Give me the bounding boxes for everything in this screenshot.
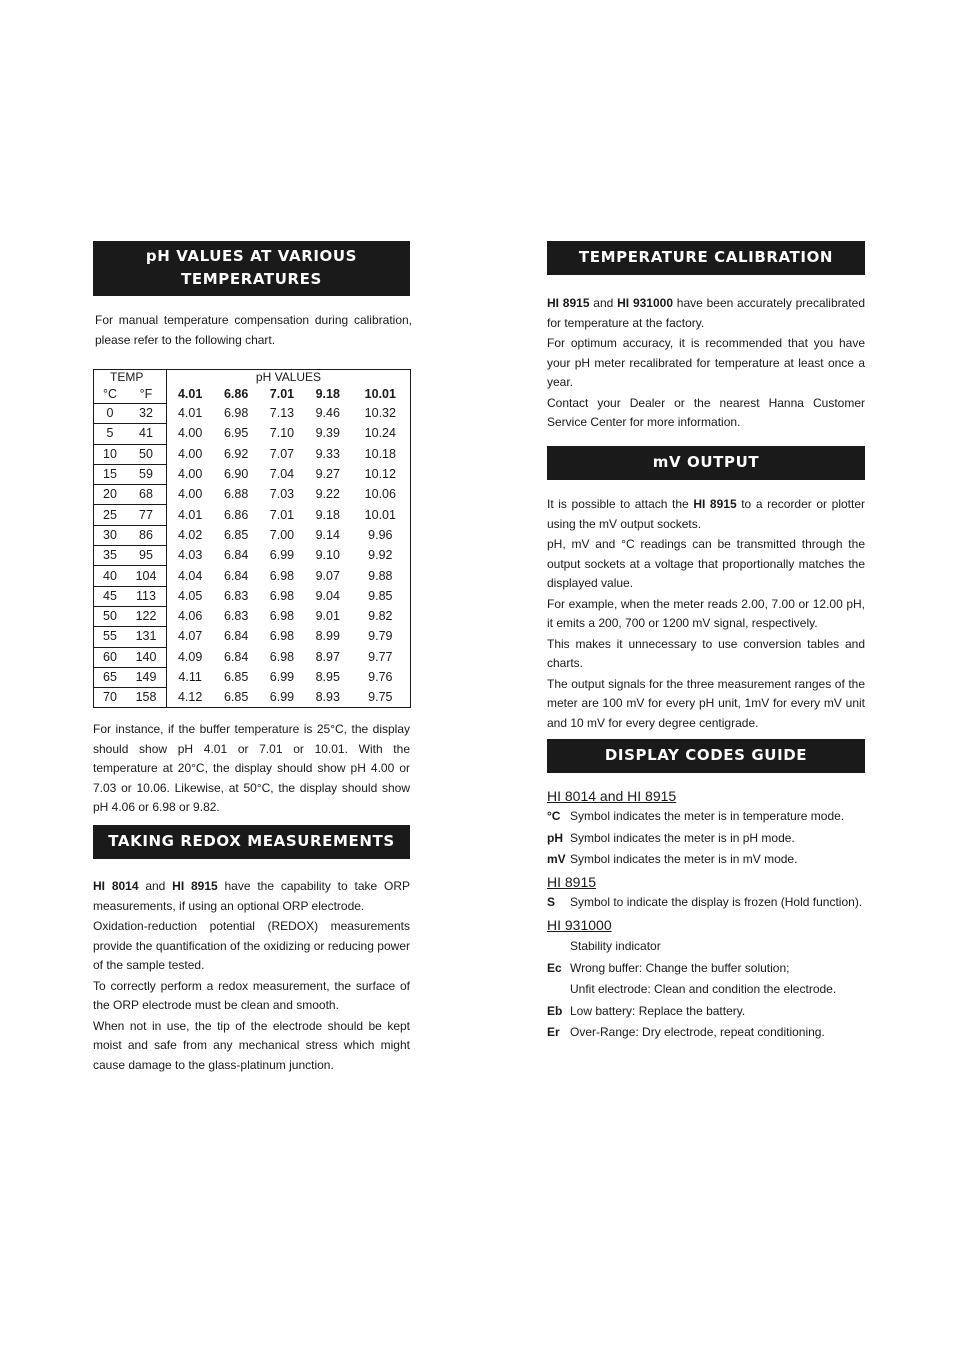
ph-value-cell: 4.01 (177, 406, 203, 421)
code-row (547, 958, 865, 980)
table-row (94, 464, 411, 484)
buffer-header: 10.01 (364, 386, 396, 401)
code-row (547, 1001, 865, 1023)
celsius-cell: 10 (94, 444, 127, 464)
ph-value-cell: 10.12 (364, 467, 396, 482)
ph-values-heading-line1: pH VALUES AT VARIOUS (145, 247, 358, 265)
ph-value-cell: 9.27 (315, 467, 340, 482)
calibration-paragraph: For optimum accuracy, it is recommended that you have your pH meter recalibrated for temperature at least once a year. (547, 336, 865, 389)
redox-heading (93, 825, 410, 859)
ph-value-cell: 7.00 (269, 527, 295, 542)
code-description: Symbol to indicate the display is frozen (Hold function). (570, 894, 863, 909)
ph-value-cell: 9.88 (368, 568, 393, 583)
ph-value-cell: 6.98 (269, 629, 295, 644)
redox-heading-text: TAKING REDOX MEASUREMENTS (108, 832, 395, 850)
ph-value-cell: 4.12 (177, 690, 203, 705)
code-description: Over-Range: Dry electrode, repeat conditioning. (570, 1025, 825, 1039)
table-row (94, 485, 411, 505)
ph-value-cell: 6.86 (223, 507, 249, 522)
ph-value-cell: 10.01 (364, 507, 396, 522)
table-row (94, 606, 411, 626)
ph-value-cell: 9.75 (368, 690, 393, 705)
fahrenheit-cell: 104 (126, 566, 167, 586)
table-row (94, 525, 411, 545)
ph-value-cell: 9.46 (315, 406, 340, 421)
ph-value-cell: 10.06 (364, 487, 396, 502)
celsius-cell: 5 (94, 424, 127, 444)
model-name: HI 8915 (172, 879, 218, 893)
calibration-paragraph: Contact your Dealer or the nearest Hanna Customer Service Center for more information. (547, 395, 865, 429)
code-symbol: Er (547, 1025, 560, 1039)
ph-value-cell: 7.01 (269, 507, 295, 522)
code-symbol: Eb (547, 1003, 563, 1018)
mv-paragraph (547, 495, 865, 534)
ph-value-cell: 9.77 (368, 649, 393, 664)
code-symbol: pH (547, 830, 563, 845)
celsius-cell: 40 (94, 566, 127, 586)
code-group-title: HI 931000 (547, 917, 612, 933)
celsius-cell: 60 (94, 647, 127, 667)
redox-paragraph-text: have the capability to take ORP measurements, if using an optional ORP electrode. (93, 879, 410, 913)
ph-value-cell: 4.03 (177, 548, 203, 563)
ph-example-text: For instance, if the buffer temperature is 25°C, the display should show pH 4.01 or 7.01 or 10.01. With the temperature at 20°C, the display should show pH 4.00 or 7.03 or 10.06. Likewise, at 50°C, the display should show pH 4.06 or 6.98 or 9.82. (93, 722, 410, 814)
redox-paragraph: Oxidation-reduction potential (REDOX) measurements provide the quantification of the oxidizing or reducing power of the sample tested. (93, 919, 410, 972)
celsius-cell: 55 (94, 627, 127, 647)
temperature-calibration-heading (547, 241, 865, 275)
ph-value-cell: 4.00 (177, 426, 203, 441)
table-row (94, 566, 411, 586)
fahrenheit-cell: 113 (126, 586, 167, 606)
table-row (94, 586, 411, 606)
celsius-cell: 45 (94, 586, 127, 606)
table-row (94, 424, 411, 444)
code-row (547, 849, 865, 871)
ph-value-cell: 9.39 (315, 426, 340, 441)
calibration-paragraph (547, 294, 865, 333)
code-row (547, 828, 865, 850)
calibration-paragraph-text: have been accurately precalibrated for temperature at the factory. (547, 296, 865, 330)
ph-value-cell: 6.90 (223, 467, 249, 482)
mv-output-body (547, 495, 865, 733)
ph-value-cell: 9.92 (368, 548, 393, 563)
fahrenheit-cell: 59 (126, 464, 167, 484)
buffer-header: 6.86 (223, 386, 249, 401)
celsius-cell: 70 (94, 688, 127, 708)
ph-value-cell: 6.84 (223, 548, 249, 563)
celsius-cell: 65 (94, 667, 127, 687)
ph-value-cell: 6.84 (223, 629, 249, 644)
mv-output-heading-text: mV OUTPUT (652, 453, 760, 471)
temperature-calibration-heading-text: TEMPERATURE CALIBRATION (578, 248, 834, 266)
ph-value-cell: 6.84 (223, 568, 249, 583)
redox-paragraph: When not in use, the tip of the electrode should be kept moist and safe from any mechanical stress which might cause damage to the glass-platinum junction. (93, 1018, 410, 1072)
ph-temperature-table (93, 369, 411, 708)
buffer-header: 9.18 (315, 386, 340, 401)
model-name: HI 8915 (547, 296, 590, 310)
fahrenheit-cell: 140 (126, 647, 167, 667)
ph-value-cell: 8.99 (315, 629, 340, 644)
celsius-cell: 25 (94, 505, 127, 525)
ph-value-cell: 8.93 (315, 690, 340, 705)
model-name: HI 8014 (93, 879, 139, 893)
ph-value-cell: 6.98 (223, 406, 249, 421)
ph-value-cell: 9.14 (315, 527, 340, 542)
ph-value-cell: 6.92 (223, 446, 249, 461)
redox-body (93, 877, 410, 1075)
code-symbol: mV (547, 852, 566, 866)
code-description: Symbol indicates the meter is in temperature mode. (570, 809, 845, 823)
fahrenheit-cell: 32 (126, 404, 167, 424)
table-row (94, 404, 411, 424)
fahrenheit-cell: 50 (126, 444, 167, 464)
table-row (94, 627, 411, 647)
ph-value-cell: 6.99 (269, 690, 295, 705)
ph-value-cell: 9.79 (368, 629, 393, 644)
ph-value-cell: 9.96 (368, 527, 393, 542)
ph-value-cell: 9.01 (315, 609, 340, 624)
ph-value-cell: 9.85 (368, 588, 393, 603)
connector-text: and (589, 296, 618, 310)
code-symbol (547, 979, 570, 1001)
code-group-title: HI 8915 (547, 873, 597, 890)
ph-value-cell: 6.98 (269, 609, 295, 624)
table-header-row (94, 370, 411, 386)
ph-value-cell: 7.10 (269, 426, 295, 441)
temp-header: TEMP (94, 370, 167, 386)
display-codes-body (547, 788, 865, 1044)
ph-value-cell: 9.33 (315, 446, 340, 461)
ph-intro-text: For manual temperature compensation during calibration, please refer to the following chart. (95, 313, 412, 347)
ph-value-cell: 8.97 (315, 649, 340, 664)
fahrenheit-cell: 77 (126, 505, 167, 525)
code-row (547, 806, 865, 828)
mv-paragraph: The output signals for the three measurement ranges of the meter are 100 mV for every pH unit, 1mV for every mV unit and 10 mV for every degree centigrade. (547, 676, 865, 730)
ph-value-cell: 9.76 (368, 670, 393, 684)
code-symbol: S (547, 894, 556, 909)
ph-value-cell: 6.85 (223, 690, 249, 705)
celsius-cell: 15 (94, 464, 127, 484)
ph-value-cell: 9.82 (368, 609, 393, 624)
fahrenheit-cell: 131 (126, 627, 167, 647)
code-description: Stability indicator (570, 939, 661, 953)
ph-values-heading (93, 241, 410, 296)
mv-output-heading (547, 446, 865, 480)
ph-value-cell: 4.04 (177, 568, 203, 583)
ph-value-cell: 9.18 (315, 507, 340, 522)
code-list (547, 892, 865, 914)
redox-paragraph (93, 877, 410, 916)
ph-value-cell: 6.99 (269, 670, 295, 684)
display-codes-heading-text: DISPLAY CODES GUIDE (604, 746, 808, 764)
code-description: Symbol indicates the meter is in mV mode. (570, 852, 798, 866)
display-codes-heading (547, 739, 865, 773)
redox-paragraph: To correctly perform a redox measurement, the surface of the ORP electrode must be clean and smooth. (93, 978, 410, 1012)
code-description: Low battery: Replace the battery. (570, 1003, 746, 1018)
table-row (94, 546, 411, 566)
ph-value-cell: 10.32 (364, 406, 396, 421)
temperature-calibration-body (547, 294, 865, 433)
ph-value-cell: 6.95 (223, 426, 249, 441)
ph-value-cell: 4.06 (177, 609, 203, 624)
fahrenheit-cell: 68 (126, 485, 167, 505)
table-subheader-row (94, 385, 411, 404)
ph-value-cell: 4.09 (177, 649, 203, 664)
fahrenheit-cell: 95 (126, 546, 167, 566)
ph-value-cell: 9.10 (315, 548, 340, 563)
buffer-header: 4.01 (177, 386, 203, 401)
fahrenheit-header: °F (126, 385, 167, 404)
ph-value-cell: 6.83 (223, 588, 249, 603)
ph-values-heading-line2: TEMPERATURES (181, 270, 322, 288)
ph-value-cell: 4.02 (177, 527, 203, 542)
ph-value-cell: 8.95 (315, 670, 340, 684)
celsius-cell: 0 (94, 404, 127, 424)
code-symbol (547, 936, 570, 958)
code-row (547, 892, 865, 914)
model-name: HI 8915 (693, 497, 737, 511)
buffer-header: 7.01 (269, 386, 295, 401)
mv-paragraph: This makes it unnecessary to use conversion tables and charts. (547, 636, 865, 670)
code-description: Wrong buffer: Change the buffer solution; (570, 960, 790, 975)
code-symbol: Ec (547, 960, 562, 975)
fahrenheit-cell: 158 (126, 688, 167, 708)
ph-value-cell: 6.98 (269, 568, 295, 583)
connector-text: and (138, 879, 173, 893)
code-row (547, 936, 865, 958)
code-symbol: °C (547, 809, 561, 823)
code-row (547, 1022, 865, 1044)
table-row (94, 647, 411, 667)
ph-value-cell: 9.07 (315, 568, 340, 583)
ph-value-cell: 4.00 (177, 467, 203, 482)
table-row (94, 444, 411, 464)
ph-value-cell: 4.00 (177, 446, 203, 461)
model-name: HI 931000 (617, 296, 673, 310)
ph-value-cell: 7.07 (269, 446, 295, 461)
fahrenheit-cell: 149 (126, 667, 167, 687)
code-description: Unfit electrode: Clean and condition the electrode. (570, 982, 837, 996)
ph-value-cell: 4.01 (177, 507, 203, 522)
ph-value-cell: 10.24 (364, 426, 396, 441)
fahrenheit-cell: 122 (126, 606, 167, 626)
ph-value-cell: 6.83 (223, 609, 249, 624)
celsius-cell: 20 (94, 485, 127, 505)
ph-value-cell: 4.11 (178, 670, 202, 684)
mv-paragraph-text: to a recorder or plotter using the mV output sockets. (547, 497, 865, 531)
celsius-header: °C (102, 386, 118, 401)
code-list (547, 806, 865, 871)
fahrenheit-cell: 86 (126, 525, 167, 545)
ph-value-cell: 6.98 (269, 588, 295, 603)
ph-value-cell: 10.18 (364, 446, 396, 461)
celsius-cell: 30 (94, 525, 127, 545)
ph-value-cell: 4.05 (177, 588, 203, 603)
ph-value-cell: 6.99 (269, 548, 295, 563)
ph-value-cell: 6.84 (223, 649, 249, 664)
ph-value-cell: 6.88 (223, 487, 249, 502)
ph-value-cell: 7.04 (269, 467, 295, 482)
ph-value-cell: 9.04 (315, 588, 340, 603)
code-group-title: HI 8014 and HI 8915 (547, 788, 677, 804)
ph-value-cell: 6.85 (223, 670, 249, 684)
celsius-cell: 35 (94, 546, 127, 566)
ph-value-cell: 4.00 (177, 487, 203, 502)
code-description: Symbol indicates the meter is in pH mode. (570, 830, 795, 845)
code-row (547, 979, 865, 1001)
fahrenheit-cell: 41 (126, 424, 167, 444)
ph-value-cell: 6.98 (269, 649, 295, 664)
mv-paragraph-text: It is possible to attach the (547, 497, 694, 511)
table-row (94, 667, 411, 687)
table-row (94, 505, 411, 525)
ph-value-cell: 7.03 (269, 487, 295, 502)
ph-value-cell: 6.85 (223, 527, 249, 542)
ph-value-cell: 7.13 (269, 406, 295, 421)
mv-paragraph: pH, mV and °C readings can be transmitted through the output sockets at a voltage that proportionally matches the displayed value. (547, 537, 865, 590)
ph-value-cell: 4.07 (177, 629, 203, 644)
code-list (547, 936, 865, 1044)
celsius-cell: 50 (94, 606, 127, 626)
ph-values-header: pH VALUES (255, 370, 322, 384)
ph-value-cell: 9.22 (315, 487, 340, 502)
mv-paragraph: For example, when the meter reads 2.00, 7.00 or 12.00 pH, it emits a 200, 700 or 1200 mV signal, respectively. (547, 596, 865, 630)
table-row (94, 688, 411, 708)
